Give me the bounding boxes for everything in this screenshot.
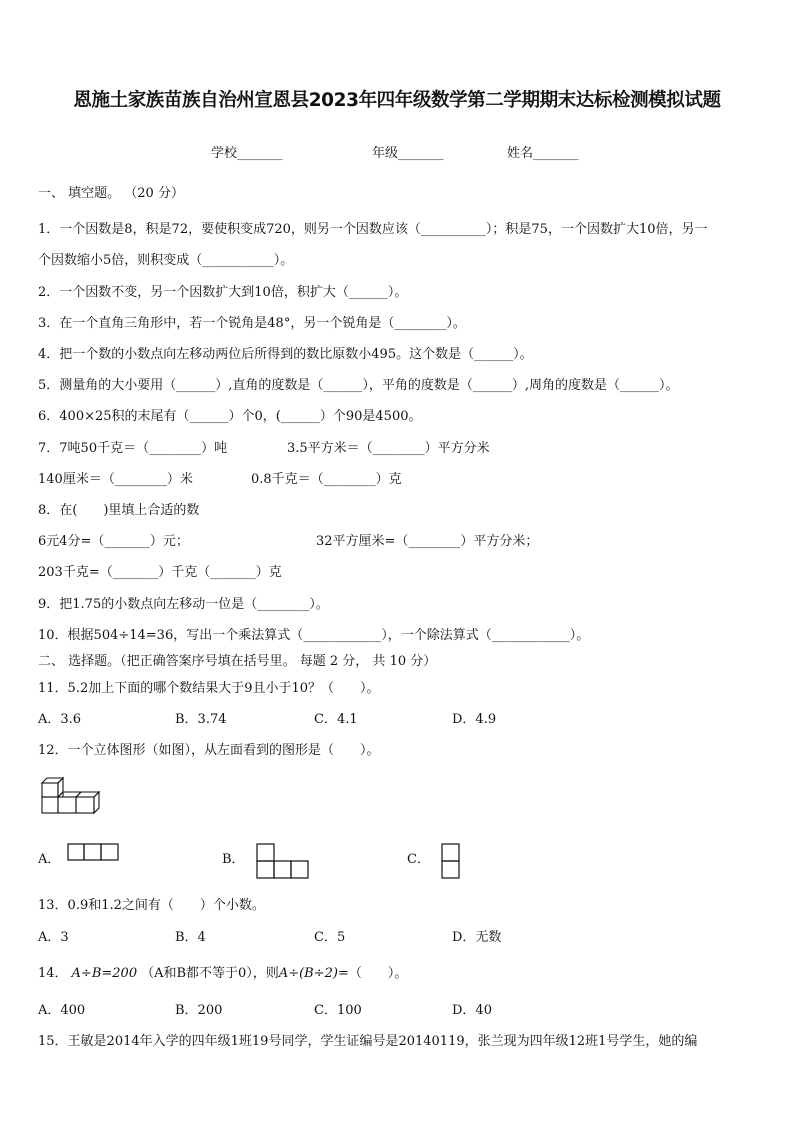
q12-option-c-shape [441, 843, 461, 879]
question-2: 2．一个因数不变，另一个因数扩大到10倍，积扩大（______）。 [38, 285, 408, 300]
q13-option-d: D．无数 [452, 930, 502, 945]
question-1-line-1: 1．一个因数是8，积是72，要使积变成720，则另一个因数应该（__________）；积是75，一个因数扩大10倍，另一 [38, 222, 708, 237]
question-14-expression: A÷B=200 [71, 966, 138, 981]
question-14-condition: （A和B都不等于0），则 [141, 966, 279, 981]
q12-option-c: C． [407, 852, 430, 867]
q13-option-c: C．5 [314, 930, 346, 945]
school-field: 学校_______ [211, 146, 283, 161]
cube-figure [40, 775, 102, 815]
question-8-part-b: 32平方厘米=（________）平方分米； [316, 534, 539, 549]
question-1-line-2: 个因数缩小5倍，则积变成（___________）。 [38, 253, 294, 268]
q12-option-b-shape [256, 843, 310, 879]
question-7-part-b: 3.5平方米＝（________）平方分米 [287, 441, 490, 456]
q12-option-b: B． [222, 852, 245, 867]
question-7-part-c: 140厘米＝（________）米 [38, 472, 193, 487]
question-14-expression-2: A÷(B÷2) [278, 966, 338, 981]
section-multiple-choice: 二、 选择题。（把正确答案序号填在括号里。 每题 2 分， 共 10 分） [38, 654, 437, 669]
question-14-number: 14． [38, 966, 68, 981]
question-8-part-a: 6元4分=（_______）元； [38, 534, 189, 549]
question-14 [38, 962, 407, 981]
question-7-part-d: 0.8千克＝（________）克 [251, 472, 402, 487]
q11-option-d: D．4.9 [452, 712, 497, 727]
q11-option-c: C．4.1 [314, 712, 358, 727]
question-15: 15．王敏是2014年入学的四年级1班19号同学，学生证编号是20140119，张兰现为四年级12班1号学生，她的编 [38, 1034, 698, 1049]
q11-option-a: A．3.6 [38, 712, 82, 727]
q14-option-c: C．100 [314, 1003, 362, 1018]
question-13: 13．0.9和1.2之间有（ ）个小数。 [38, 898, 265, 913]
question-6: 6．400×25积的末尾有（______）个0，(______）个90是4500。 [38, 409, 422, 424]
question-8-part-c: 203千克=（_______）千克（_______）克 [38, 565, 282, 580]
question-7-part-a: 7．7吨50千克＝（________）吨 [38, 441, 228, 456]
q13-option-b: B．4 [175, 930, 206, 945]
question-10: 10．根据504÷14=36，写出一个乘法算式（____________），一个除法算式（____________）。 [38, 628, 590, 643]
q14-option-a: A．400 [38, 1003, 86, 1018]
q14-option-d: D．40 [452, 1003, 492, 1018]
page-title: 恩施土家族苗族自治州宣恩县2023年四年级数学第二学期期末达标检测模拟试题 [73, 90, 721, 111]
question-9: 9．把1.75的小数点向左移动一位是（________）。 [38, 597, 329, 612]
question-3: 3．在一个直角三角形中，若一个锐角是48°，另一个锐角是（________）。 [38, 316, 466, 331]
q12-option-a: A． [38, 852, 61, 867]
q14-option-b: B．200 [175, 1003, 223, 1018]
question-12: 12．一个立体图形（如图），从左面看到的图形是（ ）。 [38, 743, 380, 758]
name-field: 姓名_______ [507, 146, 579, 161]
question-5: 5．测量角的大小要用（______）,直角的度数是（______），平角的度数是（______）,周角的度数是（______）。 [38, 378, 679, 393]
question-14-end: =（ ）。 [337, 966, 408, 981]
grade-field: 年级_______ [372, 146, 444, 161]
q11-option-b: B．3.74 [175, 712, 227, 727]
q12-option-a-shape [67, 843, 119, 861]
question-4: 4．把一个数的小数点向左移动两位后所得到的数比原数小495。这个数是（______）。 [38, 347, 533, 362]
section-fill-blank: 一、 填空题。 （20 分） [38, 186, 184, 201]
question-8: 8．在( )里填上合适的数 [38, 503, 200, 518]
q13-option-a: A．3 [38, 930, 69, 945]
question-11: 11．5.2加上下面的哪个数结果大于9且小于10？（ ）。 [38, 681, 380, 696]
